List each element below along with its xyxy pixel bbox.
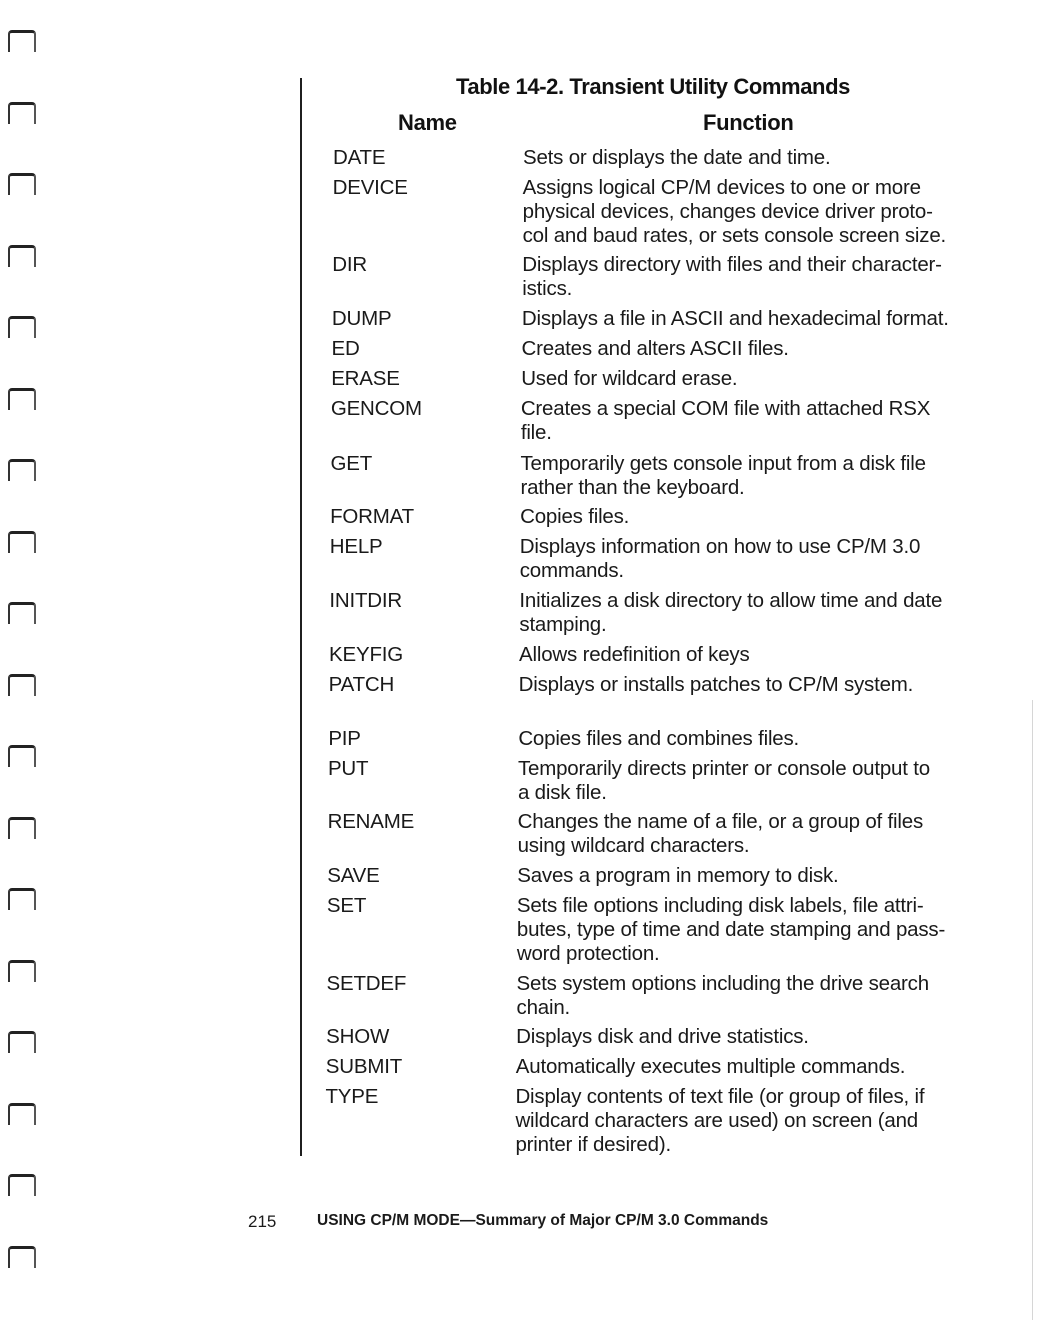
command-name: SUBMIT	[325, 1055, 403, 1078]
function-line: word protection.	[516, 942, 660, 965]
command-name: SHOW	[326, 1025, 390, 1048]
function-line: Initializes a disk directory to allow time and date	[519, 589, 943, 612]
command-function	[520, 535, 920, 583]
command-name: PATCH	[328, 673, 395, 696]
function-line: Temporarily directs printer or console output to	[517, 757, 930, 780]
column-header-function: Function	[703, 110, 794, 135]
command-name: GENCOM	[330, 397, 422, 420]
command-function	[517, 864, 838, 888]
function-line: Copies files and combines files.	[518, 727, 800, 750]
binder-ring	[8, 888, 36, 910]
command-function	[516, 1055, 905, 1079]
command-function	[521, 397, 930, 445]
command-name: SET	[326, 894, 367, 917]
command-function	[522, 307, 949, 331]
binder-ring	[8, 960, 36, 982]
footer-subtitle: Summary of Major CP/M 3.0 Commands	[475, 1212, 769, 1229]
table-left-rule	[300, 78, 302, 1156]
command-name: ERASE	[331, 367, 400, 390]
function-line: Display contents of text file (or group of files, if	[515, 1085, 925, 1108]
command-function	[518, 810, 923, 858]
function-line: Sets system options including the drive search	[516, 972, 929, 995]
binder-ring	[8, 817, 36, 839]
command-function	[521, 367, 737, 391]
function-line: Sets file options including disk labels, file attri-	[516, 894, 924, 917]
command-function	[520, 452, 925, 500]
command-name: GET	[330, 452, 373, 475]
column-header-name: Name	[398, 110, 457, 135]
command-name: DEVICE	[332, 176, 408, 199]
function-line: Displays or installs patches to CP/M system.	[518, 673, 914, 696]
binder-ring	[8, 602, 36, 624]
function-line: Displays a file in ASCII and hexadecimal format.	[521, 307, 949, 330]
command-function	[517, 972, 929, 1020]
command-name: KEYFIG	[329, 643, 404, 666]
function-line: chain.	[516, 996, 571, 1019]
function-line: Creates and alters ASCII files.	[521, 337, 789, 360]
function-line: Used for wildcard erase.	[521, 367, 738, 390]
function-line: printer if desired).	[515, 1133, 671, 1156]
command-function	[519, 589, 942, 637]
function-line: commands.	[519, 559, 624, 582]
command-function	[522, 253, 942, 301]
binder-ring	[8, 102, 36, 124]
command-name: SETDEF	[326, 972, 407, 995]
command-function	[519, 673, 914, 697]
binder-ring	[8, 1031, 36, 1053]
function-line: wildcard characters are used) on screen (and	[515, 1109, 918, 1132]
command-function	[522, 337, 789, 361]
function-line: Displays disk and drive statistics.	[516, 1025, 809, 1048]
binder-ring	[8, 1246, 36, 1268]
function-line: file.	[520, 421, 552, 444]
binder-ring	[8, 674, 36, 696]
command-function	[516, 1025, 809, 1049]
command-name: DIR	[332, 253, 367, 276]
command-name: TYPE	[325, 1085, 379, 1108]
function-line: Temporarily gets console input from a disk file	[520, 452, 926, 475]
binder-ring	[8, 388, 36, 410]
command-function	[518, 727, 799, 751]
command-name: DATE	[333, 146, 386, 169]
function-line: Creates a special COM file with attached RSX	[520, 397, 931, 420]
command-name: FORMAT	[330, 505, 414, 528]
function-line: a disk file.	[517, 781, 607, 804]
binder-ring	[8, 316, 36, 338]
function-line: Changes the name of a file, or a group of files	[517, 810, 923, 833]
function-line: col and baud rates, or sets console screen size.	[522, 224, 947, 247]
command-function	[523, 146, 831, 170]
table-title: Table 14-2. Transient Utility Commands	[456, 74, 850, 99]
function-line: using wildcard characters.	[517, 834, 750, 857]
function-line: Automatically executes multiple commands.	[515, 1055, 906, 1078]
function-line: rather than the keyboard.	[520, 476, 745, 499]
binder-ring	[8, 245, 36, 267]
binder-ring	[8, 30, 36, 52]
function-line: Saves a program in memory to disk.	[517, 864, 839, 887]
command-name: INITDIR	[329, 589, 403, 612]
binder-ring	[8, 745, 36, 767]
function-line: Assigns logical CP/M devices to one or more	[522, 176, 921, 199]
binder-ring	[8, 1174, 36, 1196]
binder-ring	[8, 1103, 36, 1125]
command-function	[523, 176, 946, 248]
function-line: Allows redefinition of keys	[519, 643, 750, 666]
binder-ring	[8, 531, 36, 553]
command-name: PIP	[328, 727, 361, 750]
function-line: Displays directory with files and their character-	[522, 253, 942, 276]
command-function	[518, 757, 930, 805]
function-line: istics.	[522, 277, 573, 300]
command-function	[515, 1085, 924, 1157]
page-edge-rule	[1032, 700, 1033, 1320]
binder-ring	[8, 173, 36, 195]
command-name: RENAME	[327, 810, 415, 833]
command-name: HELP	[329, 535, 383, 558]
command-function	[517, 894, 945, 966]
command-name: ED	[331, 337, 360, 360]
command-name: PUT	[327, 757, 369, 780]
binder-ring	[8, 459, 36, 481]
command-name: SAVE	[327, 864, 380, 887]
function-line: Copies files.	[520, 505, 630, 528]
function-line: Sets or displays the date and time.	[523, 146, 831, 169]
command-function	[519, 643, 749, 667]
command-name: DUMP	[331, 307, 392, 330]
binder-rings	[0, 0, 60, 1329]
command-function	[520, 505, 629, 529]
function-line: stamping.	[519, 613, 607, 636]
function-line: Displays information on how to use CP/M 3.0	[519, 535, 921, 558]
page-number: 215	[248, 1212, 277, 1231]
function-line: butes, type of time and date stamping and pass-	[516, 918, 946, 941]
function-line: physical devices, changes device driver proto-	[522, 200, 933, 223]
footer-section-label: USING CP/M MODE—	[317, 1212, 476, 1229]
footer-section	[317, 1212, 768, 1230]
